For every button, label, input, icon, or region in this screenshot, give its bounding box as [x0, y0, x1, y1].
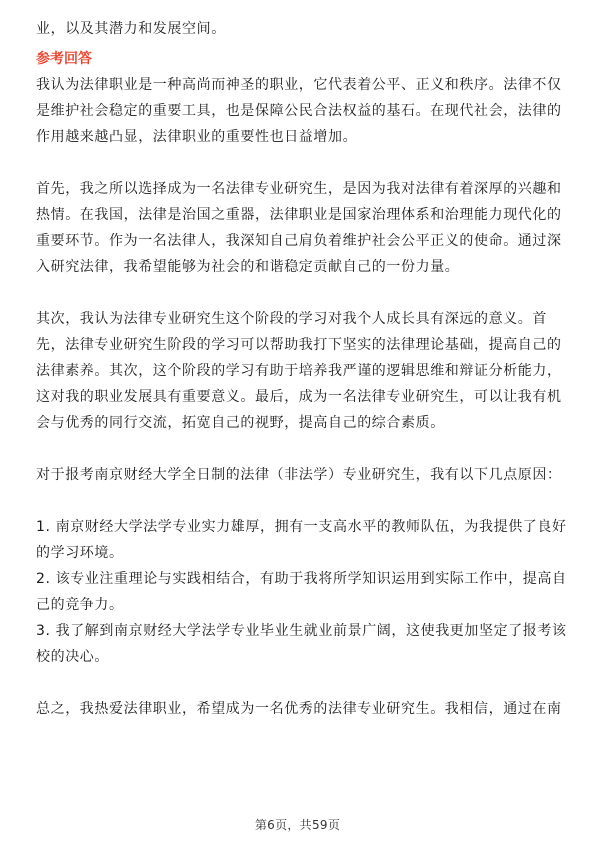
paragraph-line: 这对我的职业发展具有重要意义。最后，成为一名法律专业研究生，可以让我有机 — [36, 389, 562, 405]
answer-heading: 参考回答 — [36, 51, 92, 67]
paragraph-line: 总之，我热爱法律职业，希望成为一名优秀的法律专业研究生。我相信，通过在南 — [36, 701, 562, 717]
list-item: 1. 南京财经大学法学专业实力雄厚，拥有一支高水平的教师队伍，为我提供了良好 — [36, 519, 567, 535]
list-item-continuation: 校的决心。 — [36, 649, 109, 665]
paragraph-spacer — [36, 436, 561, 462]
paragraph-line: 对于报考南京财经大学全日制的法律（非法学）专业研究生，我有以下几点原因： — [36, 467, 562, 483]
list-item: 2. 该专业注重理论与实践相结合，有助于我将所学知识运用到实际工作中，提高自 — [36, 571, 567, 587]
paragraph-line: 其次，我认为法律专业研究生这个阶段的学习对我个人成长具有深远的意义。首 — [36, 311, 547, 327]
paragraph-line: 法律素养。其次，这个阶段的学习有助于培养我严谨的逻辑思维和辩证分析能力， — [36, 363, 562, 379]
paragraph-6 — [36, 696, 561, 722]
document-body — [36, 16, 567, 722]
paragraph-spacer — [36, 670, 561, 696]
paragraph-3 — [36, 306, 561, 436]
paragraph-line: 会与优秀的同行交流，拓宽自己的视野，提高自己的综合素质。 — [36, 415, 445, 431]
paragraph-line: 先，法律专业研究生阶段的学习可以帮助我打下坚实的法律理论基础，提高自己的 — [36, 337, 562, 353]
paragraph-line: 作用越来越凸显，法律职业的重要性也日益增加。 — [36, 129, 358, 145]
paragraph-line: 我认为法律职业是一种高尚而神圣的职业，它代表着公平、正义和秩序。法律不仅 — [36, 77, 562, 93]
paragraph-line: 首先，我之所以选择成为一名法律专业研究生，是因为我对法律有着深厚的兴趣和 — [36, 181, 562, 197]
paragraph-spacer — [36, 280, 561, 306]
paragraph-4 — [36, 462, 561, 488]
paragraph-line: 是维护社会稳定的重要工具，也是保障公民合法权益的基石。在现代社会，法律的 — [36, 103, 562, 119]
paragraph-line: 入研究法律，我希望能够为社会的和谐稳定贡献自己的一份力量。 — [36, 259, 460, 275]
paragraph-spacer — [36, 150, 561, 176]
reasons-list — [36, 514, 567, 670]
paragraph-line: 热情。在我国，法律是治国之重器，法律职业是国家治理体系和治理能力现代化的 — [36, 207, 562, 223]
paragraph-2 — [36, 176, 561, 280]
intro-tail-text: 业，以及其潜力和发展空间。 — [36, 21, 226, 37]
paragraph-spacer — [36, 488, 561, 514]
list-item-continuation: 己的竞争力。 — [36, 597, 124, 613]
paragraph-line: 重要环节。作为一名法律人，我深知自己肩负着维护社会公平正义的使命。通过深 — [36, 233, 562, 249]
paragraph-1 — [36, 72, 561, 150]
list-item: 3. 我了解到南京财经大学法学专业毕业生就业前景广阔，这使我更加坚定了报考该 — [36, 623, 567, 639]
list-item-continuation: 的学习环境。 — [36, 545, 124, 561]
page-number: 第6页，共59页 — [254, 818, 341, 832]
